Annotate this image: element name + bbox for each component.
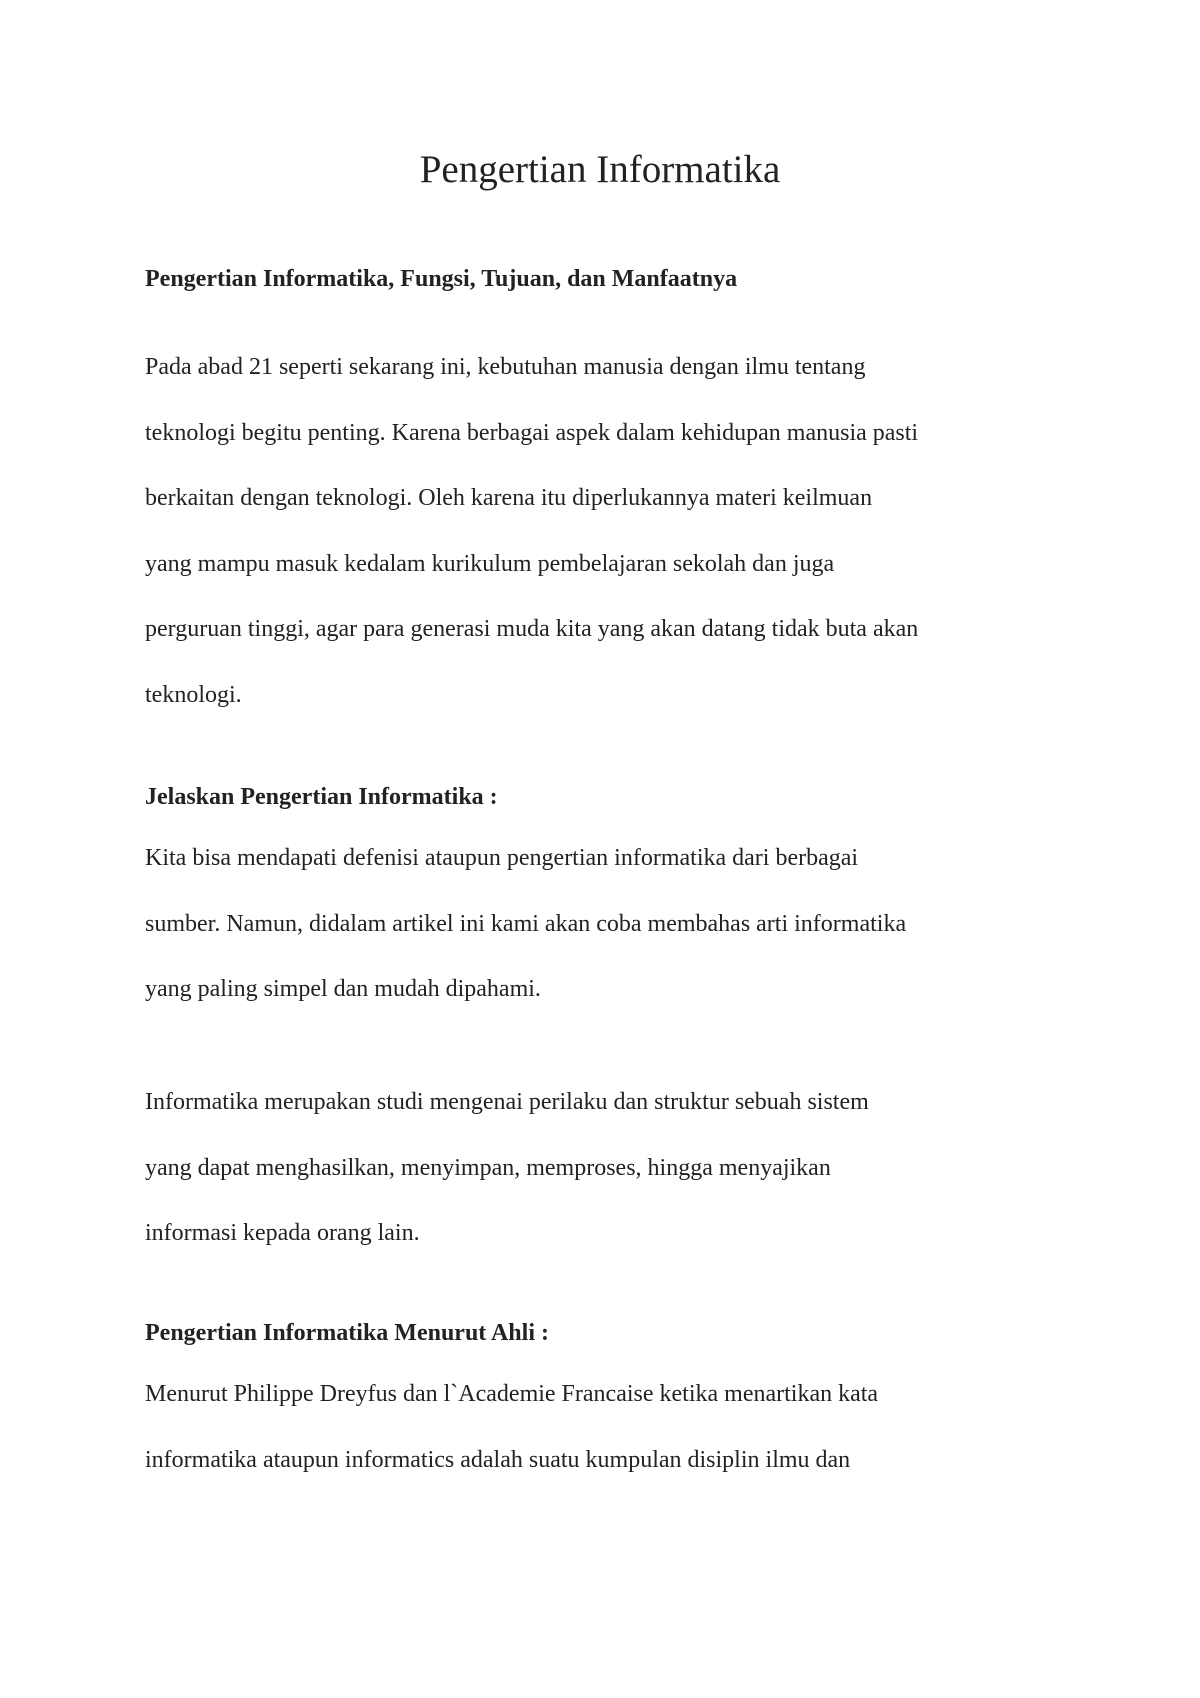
paragraph-line: informatika ataupun informatics adalah suatu kumpulan disiplin ilmu dan bbox=[145, 1446, 851, 1473]
paragraph-line: yang paling simpel dan mudah dipahami. bbox=[145, 976, 541, 1002]
section-heading-3: Pengertian Informatika Menurut Ahli : bbox=[145, 1320, 549, 1346]
paragraph-line: teknologi begitu penting. Karena berbagai aspek dalam kehidupan manusia pasti bbox=[145, 419, 919, 446]
section-heading-2: Jelaskan Pengertian Informatika : bbox=[145, 784, 498, 810]
paragraph-line: sumber. Namun, didalam artikel ini kami akan coba membahas arti informatika bbox=[145, 910, 907, 937]
paragraph-line: Kita bisa mendapati defenisi ataupun pengertian informatika dari berbagai bbox=[145, 845, 859, 871]
paragraph-line: perguruan tinggi, agar para generasi muda kita yang akan datang tidak buta akan bbox=[145, 616, 919, 642]
paragraph-line: Menurut Philippe Dreyfus dan l`Academie Francaise ketika menartikan kata bbox=[145, 1381, 879, 1407]
paragraph-line: Informatika merupakan studi mengenai perilaku dan struktur sebuah sistem bbox=[145, 1089, 869, 1115]
paragraph-line: informasi kepada orang lain. bbox=[145, 1220, 420, 1246]
paragraph-line: berkaitan dengan teknologi. Oleh karena itu diperlukannya materi keilmuan bbox=[145, 485, 873, 511]
paragraph-3 bbox=[145, 1070, 1085, 1267]
paragraph-line: Pada abad 21 seperti sekarang ini, kebutuhan manusia dengan ilmu tentang bbox=[145, 354, 866, 380]
paragraph-4 bbox=[145, 1362, 1085, 1493]
paragraph-line: teknologi. bbox=[145, 681, 242, 708]
section-heading-1: Pengertian Informatika, Fungsi, Tujuan, dan Manfaatnya bbox=[145, 266, 738, 292]
paragraph-2 bbox=[145, 826, 1085, 1023]
paragraph-1 bbox=[145, 335, 1085, 728]
paragraph-line: yang dapat menghasilkan, menyimpan, memproses, hingga menyajikan bbox=[145, 1154, 831, 1181]
paragraph-line: yang mampu masuk kedalam kurikulum pembelajaran sekolah dan juga bbox=[145, 550, 835, 577]
document-title: Pengertian Informatika bbox=[419, 148, 781, 191]
